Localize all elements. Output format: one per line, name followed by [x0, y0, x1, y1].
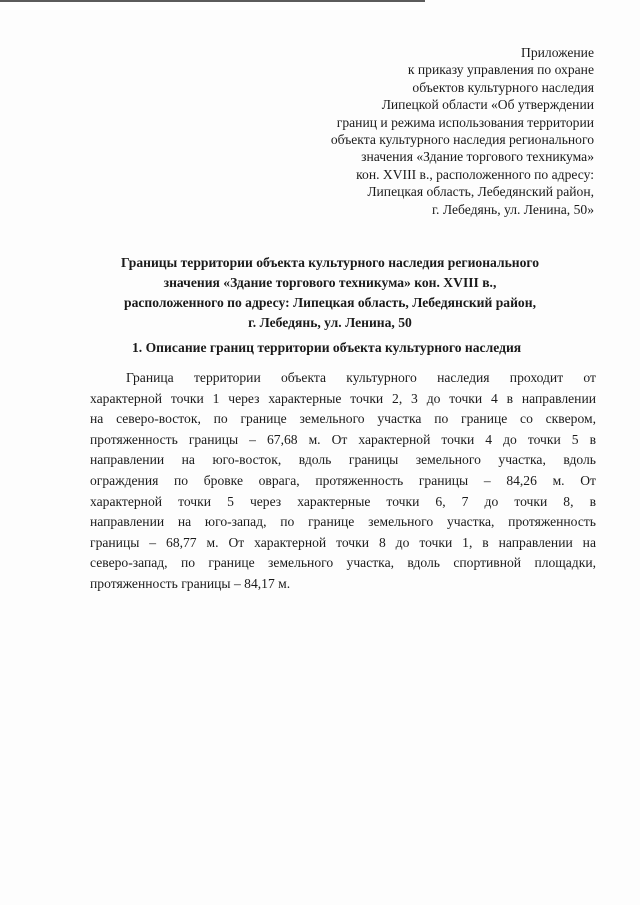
appendix-line: Приложение: [521, 45, 594, 60]
title-line: расположенного по адресу: Липецкая область, Лебедянский район,: [124, 295, 536, 310]
title-line: значения «Здание торгового техникума» кон. XVIII в.,: [163, 275, 497, 290]
appendix-line: Липецкой области «Об утверждении: [381, 97, 594, 113]
paragraph-line: характерной точки 5 через характерные точки 6, 7 до точки 8, в: [90, 493, 596, 509]
paragraph-line: протяженность границы – 84,17 м.: [90, 575, 291, 591]
document-title: [60, 253, 600, 333]
appendix-line: границ и режима использования территории: [336, 114, 594, 130]
appendix-line: объекта культурного наследия регионального: [330, 132, 594, 148]
appendix-line: г. Лебедянь, ул. Ленина, 50»: [431, 201, 594, 217]
paragraph-line: направлении на юго-запад, по границе земельного участка, протяженность: [90, 514, 596, 530]
paragraph-line: северо-запад, по границе земельного участка, вдоль спортивной площадки,: [90, 555, 596, 571]
paragraph-line: на северо-восток, по границе земельного участка по границе со сквером,: [90, 411, 596, 427]
boundary-description-paragraph: [90, 368, 596, 595]
appendix-line: кон. XVIII в., расположенного по адресу:: [356, 166, 594, 182]
section-heading: 1. Описание границ территории объекта культурного наследия: [132, 340, 522, 355]
paragraph-line: характерной точки 1 через характерные точки 2, 3 до точки 4 в направлении: [90, 390, 596, 406]
appendix-line: к приказу управления по охране: [407, 62, 594, 78]
paragraph-line: границы – 68,77 м. От характерной точки 8 до точки 1, в направлении на: [90, 534, 596, 550]
title-line: г. Лебедянь, ул. Ленина, 50: [248, 315, 412, 330]
paragraph-line: ограждения по бровке оврага, протяженность границы – 84,26 м. От: [90, 472, 596, 488]
appendix-line: значения «Здание торгового техникума»: [361, 149, 594, 165]
scan-edge-line: [0, 0, 425, 2]
appendix-line: Липецкая область, Лебедянский район,: [367, 184, 594, 200]
appendix-header: [234, 44, 594, 218]
appendix-line: объектов культурного наследия: [412, 79, 594, 95]
title-line: Границы территории объекта культурного наследия регионального: [120, 255, 540, 270]
paragraph-line: направлении на юго-восток, вдоль границы земельного участка, вдоль: [90, 452, 596, 468]
paragraph-line: Граница территории объекта культурного наследия проходит от: [126, 370, 596, 385]
paragraph-line: протяженность границы – 67,68 м. От характерной точки 4 до точки 5 в: [90, 431, 596, 447]
